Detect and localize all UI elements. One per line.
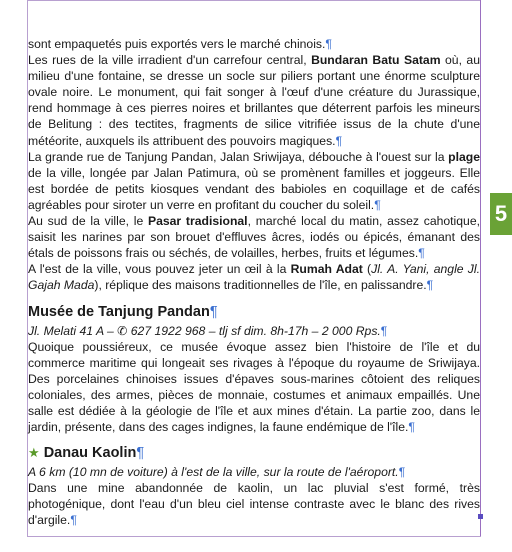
- museum-description: Quoique poussiéreux, ce musée évoque assez bien l'histoire de l'île et du commerce maritime qui longeait ses rivages à l'époque du royaume de Sriwijaya. Des porcelaines chinoises issues d'épaves sous-marines côtoient des reliques coloniales, des armes, pièces de monnaie, costumes et animaux empaillés. Une salle est dédiée à la géologie de l'île et aux mines d'étain. La partie zoo, dans le jardin, présente, dans des cages indignes, la faune endémique de l'île.¶: [28, 339, 480, 435]
- pilcrow-mark: ¶: [374, 197, 381, 212]
- pilcrow-mark: ¶: [209, 303, 218, 320]
- pilcrow-mark: ¶: [418, 246, 425, 261]
- pilcrow-mark: ¶: [426, 278, 434, 293]
- kaolin-info: A 6 km (10 mn de voiture) à l'est de la ville, sur la route de l'aéroport.¶: [28, 465, 406, 480]
- museum-heading: Musée de Tanjung Pandan¶: [28, 303, 218, 320]
- museum-info: Jl. Melati 41 A – ✆ 627 1922 968 – tlj sf dim. 8h-17h – 2 000 Rps.¶: [28, 323, 388, 338]
- frame-top-guide: [27, 0, 481, 1]
- place-name: plage: [448, 149, 480, 164]
- chapter-tab: 5: [490, 193, 512, 235]
- paragraph-grande-rue: La grande rue de Tanjung Pandan, Jalan Sriwijaya, débouche à l'ouest sur la plage de la ville, longée par Jalan Patimura, où se promènent familles et joggeurs. Elle est bordée de petits kiosques vendant des babioles en coquillage et de cafés agréables pour siroter un verre en profitant du coucher du soleil.¶: [28, 149, 480, 212]
- place-name: Bundaran Batu Satam: [311, 53, 441, 68]
- pilcrow-mark: ¶: [335, 133, 343, 148]
- paragraph-intro: sont empaquetés puis exportés vers le marché chinois.¶: [28, 37, 332, 51]
- paragraph-pasar: Au sud de la ville, le Pasar tradisional, marché local du matin, assez cahotique, saisit les narines par son brouet d'effluves âcres, iodés ou épicés, émanant des étals de poissons frais ou séchés, de volailles, herbes, fruits et légumes.¶: [28, 214, 480, 261]
- pilcrow-mark: ¶: [325, 37, 332, 51]
- paragraph-bundaran: Les rues de la ville irradient d'un carrefour central, Bundaran Batu Satam où, au milieu d'une fontaine, se dresse un socle sur piliers portant une énorme sculpture ovale noire. Le monument, qui fait songer à l'œuf d'une créature du Jurassique, rend hommage à ces pierres noires et brillantes que déterrent parfois les mineurs de Belitung : des tectites, fragments de silice vitrifiée issus de la chute d'une météorite, auxquels ils attribuent des pouvoirs magiques.¶: [28, 53, 480, 148]
- pilcrow-mark: ¶: [136, 445, 145, 462]
- kaolin-description: Dans une mine abandonnée de kaolin, un lac pluvial s'est formé, très photogénique, dont l'eau d'un bleu ciel intense contraste avec le blanc des rives d'argile.¶: [28, 481, 480, 528]
- pilcrow-mark: ¶: [380, 323, 388, 338]
- paragraph-rumah-adat: A l'est de la ville, vous pouvez jeter un œil à la Rumah Adat (Jl. A. Yani, angle Jl. Gajah Mada), réplique des maisons traditionnelles de l'île, en palissandre.¶: [28, 262, 480, 293]
- place-name: Rumah Adat: [290, 262, 363, 277]
- pilcrow-mark: ¶: [70, 513, 77, 528]
- kaolin-heading: ★ Danau Kaolin¶: [28, 445, 145, 462]
- text-frame[interactable]: [28, 36, 480, 529]
- address: Jl. A. Yani, angle Jl. Gajah Mada: [28, 262, 480, 293]
- frame-right-guide: [480, 0, 481, 537]
- frame-bottom-guide: [27, 536, 481, 537]
- place-name: Pasar tradisional: [147, 214, 248, 229]
- pilcrow-mark: ¶: [398, 465, 406, 480]
- star-icon: ★: [28, 445, 40, 461]
- pilcrow-mark: ¶: [408, 420, 415, 435]
